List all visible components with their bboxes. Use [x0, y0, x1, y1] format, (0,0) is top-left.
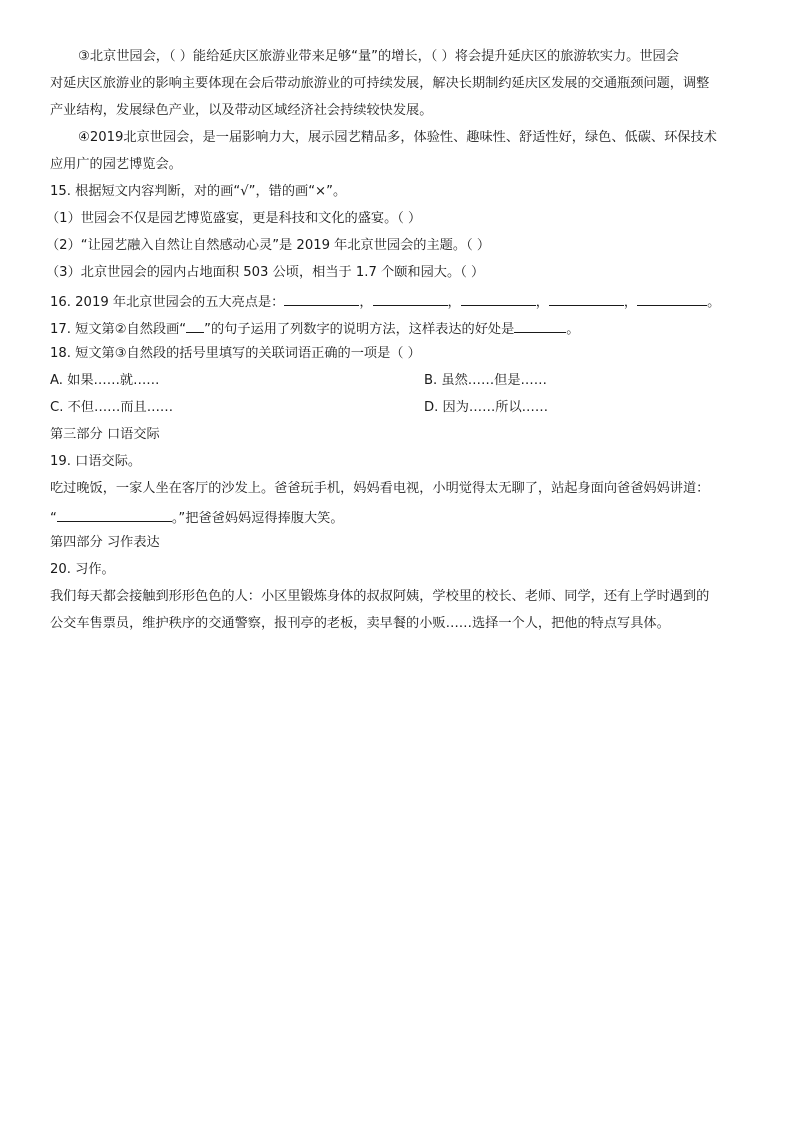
q15-stem: 15. 根据短文内容判断，对的画“√”，错的画“×”。	[50, 184, 347, 199]
q18-option-b[interactable]: B. 虽然……但是……	[424, 373, 547, 388]
q17-part1: 17. 短文第②自然段画“	[50, 322, 187, 337]
q18-options-row-2	[50, 399, 750, 417]
q15-item-2: （2）“让园艺融入自然让自然感动心灵”是 2019 年北京世园会的主题。（ ）	[46, 238, 491, 253]
q15-item-1: （1）世园会不仅是园艺博览盛宴，更是科技和文化的盛宴。（ ）	[46, 211, 422, 226]
q16-sep: ，	[535, 295, 549, 310]
q19-answer-line	[50, 507, 750, 528]
q20-stem: 20. 习作。	[50, 562, 115, 577]
q16-sep: ，	[623, 295, 638, 310]
q18-option-a[interactable]: A. 如果……就……	[50, 373, 160, 388]
q17-answer-blank[interactable]	[514, 318, 566, 333]
q16-line	[50, 291, 750, 312]
q17-end: 。	[566, 322, 580, 337]
q19-open-quote: “	[50, 511, 57, 526]
q16-sep: ，	[447, 295, 461, 310]
q16-blank-5[interactable]	[637, 291, 707, 306]
q16-blank-2[interactable]	[373, 291, 448, 306]
q18-stem: 18. 短文第③自然段的括号里填写的关联词语正确的一项是（ ）	[50, 346, 421, 361]
q20-prompt-line2: 公交车售票员，维护秩序的交通警察，报刊亭的老板，卖早餐的小贩……选择一个人，把他的特点写具体。	[50, 616, 670, 631]
q16-prefix: 16. 2019 年北京世园会的五大亮点是：	[50, 295, 285, 310]
passage-para3-line3: 产业结构，发展绿色产业，以及带动区域经济社会持续较快发展。	[50, 103, 433, 118]
passage-para4-line1: ④2019北京世园会，是一届影响力大，展示园艺精品多，体验性、趣味性、舒适性好，绿色、低碳、环保技术	[78, 130, 717, 145]
q16-blank-1[interactable]	[284, 291, 359, 306]
q17-underline-blank[interactable]	[186, 318, 204, 333]
part3-title: 第三部分 口语交际	[50, 427, 160, 442]
q19-scenario: 吃过晚饭，一家人坐在客厅的沙发上。爸爸玩手机，妈妈看电视，小明觉得太无聊了，站起身面向爸爸妈妈讲道：	[50, 481, 710, 496]
q16-sep: ，	[359, 295, 373, 310]
q15-item-3: （3）北京世园会的园内占地面积 503 公顷，相当于 1.7 个颐和园大。（ ）	[46, 265, 485, 280]
q18-option-c[interactable]: C. 不但……而且……	[50, 400, 174, 415]
passage-para4-line2: 应用广的园艺博览会。	[50, 157, 182, 172]
q20-prompt-line1: 我们每天都会接触到形形色色的人：小区里锻炼身体的叔叔阿姨，学校里的校长、老师、同学，还有上学时遇到的	[50, 589, 710, 604]
q17-part2: ”的句子运用了列数字的说明方法，这样表达的好处是	[204, 322, 515, 337]
q16-end: 。	[707, 295, 721, 310]
q19-answer-blank[interactable]	[57, 507, 172, 522]
q19-stem: 19. 口语交际。	[50, 454, 142, 469]
passage-para3-line1: ③北京世园会，（ ）能给延庆区旅游业带来足够“量”的增长，（ ）将会提升延庆区的旅游软实力。世园会	[78, 49, 679, 64]
q16-blank-4[interactable]	[549, 291, 624, 306]
q18-options-row-1	[50, 372, 750, 390]
q16-blank-3[interactable]	[461, 291, 536, 306]
q17-line	[50, 318, 750, 339]
q19-close: 。”把爸爸妈妈逗得捧腹大笑。	[171, 511, 344, 526]
passage-para3-line2: 对延庆区旅游业的影响主要体现在会后带动旅游业的可持续发展，解决长期制约延庆区发展的交通瓶颈问题，调整	[50, 76, 710, 91]
q18-option-d[interactable]: D. 因为……所以……	[424, 400, 549, 415]
part4-title: 第四部分 习作表达	[50, 535, 160, 550]
